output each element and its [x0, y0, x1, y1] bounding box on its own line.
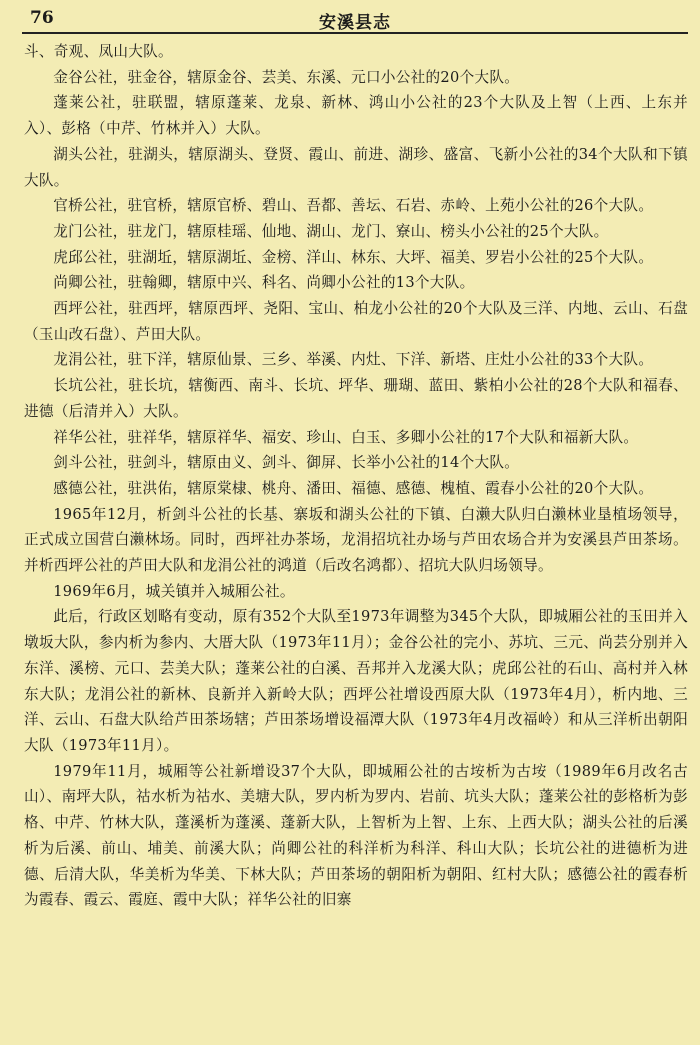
- paragraph: 虎邱公社，驻湖坵，辖原湖坵、金榜、洋山、林东、大坪、福美、罗岩小公社的25个大队。: [53, 248, 654, 266]
- paragraph: 官桥公社，驻官桥，辖原官桥、碧山、吾都、善坛、石岩、赤岭、上苑小公社的26个大队。: [53, 197, 654, 215]
- body-text: [24, 39, 688, 913]
- paragraph: 此后，行政区划略有变动，原有352个大队至1973年调整为345个大队，即城厢公社的玉田并入墩坂大队，参内析为参内、大厝大队（1973年11月）；金谷公社的完小、苏坑、三元、尚芸分别并入东洋、溪榜、元口、芸美大队；蓬莱公社的白溪、吾邦并入龙溪大队；虎邱公社的石山、高村并入林东大队；龙涓公社的新林、良新并入新岭大队；西坪公社增设西原大队（1973年4月），析内地、三洋、云山、石盘大队给芦田茶场辖；芦田茶场增设福潭大队（1973年4月改福岭）和从三洋析出朝阳大队（1973年11月）。: [24, 608, 688, 754]
- paragraph: 1969年6月，城关镇并入城厢公社。: [53, 582, 295, 600]
- paragraph: 1965年12月，析剑斗公社的长基、寨坂和湖头公社的下镇、白濑大队归白濑林业垦植场领导，正式成立国营白濑林场。同时，西坪社办茶场，龙涓招坑社办场与芦田农场合并为安溪县芦田茶场。并析西坪公社的芦田大队和龙涓公社的鸿道（后改名鸿都）、招坑大队归场领导。: [24, 505, 688, 575]
- paragraph: 金谷公社，驻金谷，辖原金谷、芸美、东溪、元口小公社的20个大队。: [53, 68, 520, 86]
- paragraph: 龙涓公社，驻下洋，辖原仙景、三乡、举溪、内灶、下洋、新塔、庄灶小公社的33个大队。: [53, 351, 654, 369]
- paragraph: 西坪公社，驻西坪，辖原西坪、尧阳、宝山、柏龙小公社的20个大队及三洋、内地、云山、石盘（玉山改石盘）、芦田大队。: [24, 300, 688, 343]
- paragraph: 剑斗公社，驻剑斗，辖原由义、剑斗、御屏、长举小公社的14个大队。: [53, 454, 520, 472]
- paragraph: 祥华公社，驻祥华，辖原祥华、福安、珍山、白玉、多卿小公社的17个大队和福新大队。: [53, 428, 639, 446]
- paragraph: 蓬莱公社，驻联盟，辖原蓬莱、龙泉、新林、鸿山小公社的23个大队及上智（上西、上东并入）、彭格（中芹、竹林并入）大队。: [24, 94, 688, 138]
- page-header: [22, 4, 688, 34]
- page-number: 76: [30, 8, 54, 28]
- paragraph: 感德公社，驻洪佑，辖原棠棣、桃舟、潘田、福德、感德、槐植、霞春小公社的20个大队。: [53, 479, 654, 497]
- paragraph: 1979年11月，城厢等公社新增设37个大队，即城厢公社的古垵析为古垵（1989年6月改名古山）、南坪大队，祜水析为祜水、美塘大队，罗内析为罗内、岩前、坑头大队；蓬莱公社的彭格析为彭格、中芹、竹林大队，蓬溪析为蓬溪、蓬新大队，上智析为上智、上东、上西大队；湖头公社的后溪析为后溪、前山、埔美、前溪大队；尚卿公社的科洋析为科洋、科山大队；长坑公社的进德析为进德、后清大队，华美析为华美、下林大队；芦田茶场的朝阳析为朝阳、红村大队；感德公社的霞春析为霞春、霞云、霞庭、霞中大队；祥华公社的旧寨: [24, 762, 688, 909]
- paragraph: 湖头公社，驻湖头，辖原湖头、登贤、霞山、前进、湖珍、盛富、飞新小公社的34个大队和下镇大队。: [24, 145, 688, 189]
- running-title: 安溪县志: [319, 13, 391, 33]
- paragraph: 长坑公社，驻长坑，辖衡西、南斗、长坑、坪华、珊瑚、蓝田、紫柏小公社的28个大队和福春、进德（后清并入）大队。: [24, 377, 688, 420]
- paragraph: 龙门公社，驻龙门，辖原桂瑶、仙地、湖山、龙门、寮山、榜头小公社的25个大队。: [53, 222, 609, 240]
- paragraph: 尚卿公社，驻翰卿，辖原中兴、科名、尚卿小公社的13个大队。: [53, 274, 475, 292]
- paragraph: 斗、奇观、凤山大队。: [24, 43, 173, 60]
